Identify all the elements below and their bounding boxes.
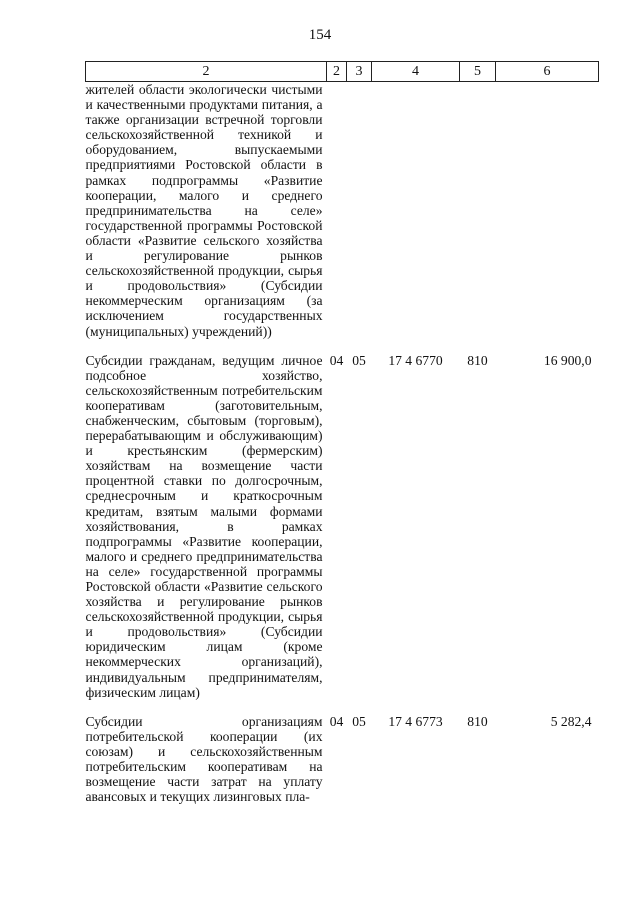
row-description: жителей области экологически чистыми и качественными продуктами питания, а также организации встречной торговли сельскохозяйственной техникой и оборудованием, выпускаемыми предприятиями Ростовской области в рамках подпрограммы «Развитие кооперации, малого и среднего предпринимательства на селе» государственной программы Ростовской области «Развитие сельского хозяйства и регулирование рынков сельскохозяйственной продукции, сырья и продовольствия» (Субсидии некоммерческим организациям (за исключением государственных (муниципальных) учреждений)) — [85, 82, 323, 339]
row-section: 04 — [329, 352, 344, 368]
row-subsection: 05 — [352, 713, 366, 729]
row-subsection — [347, 82, 372, 339]
row-section: 04 — [329, 713, 344, 729]
header-col-5: 5 — [460, 62, 496, 82]
page-number: 154 — [308, 27, 332, 43]
row-section — [327, 82, 347, 339]
row-expense-type — [460, 82, 496, 339]
row-target-code: 17 4 6773 — [388, 713, 443, 729]
row-expense-type: 810 — [467, 352, 488, 368]
row-subsection: 05 — [352, 352, 366, 368]
row-target-code — [372, 82, 460, 339]
row-amount — [496, 82, 599, 339]
table-row — [86, 82, 599, 339]
row-description: Субсидии гражданам, ведущим личное подсобное хозяйство, сельскохозяйственным потребительским кооперативам (заготовительным, снабженческим, сбытовым (торговым), перерабатывающим и обслуживающим) и крестьянским (фермерским) хозяйствам на возмещение части процентной ставки по долгосрочным, среднесрочным и краткосрочным кредитам, взятым малыми формами хозяйствования, в рамках подпрограммы «Развитие кооперации, малого и среднего предпринимательства на селе» государственной программы Ростовской области «Развитие сельского хозяйства и регулирование рынков сельскохозяйственной продукции, сырья и продовольствия» (Субсидии юридическим лицам (кроме некоммерческих организаций), индивидуальным предпринимателям, физическим лицам) — [85, 352, 323, 700]
row-description: Субсидии организациям потребительской кооперации (их союзам) и сельскохозяйственным потребительским кооперативам на возмещение части затрат на уплату авансовых и текущих лизинговых пла- — [85, 713, 323, 805]
row-target-code: 17 4 6770 — [388, 352, 443, 368]
header-col-3: 3 — [347, 62, 372, 82]
table-row — [86, 700, 599, 805]
header-col-2b: 2 — [327, 62, 347, 82]
header-col-2: 2 — [86, 62, 327, 82]
row-expense-type: 810 — [467, 713, 488, 729]
header-row — [86, 62, 599, 82]
header-col-4: 4 — [372, 62, 460, 82]
header-col-6: 6 — [496, 62, 599, 82]
table-row — [86, 339, 599, 700]
row-amount: 5 282,4 — [550, 713, 592, 729]
budget-table — [85, 61, 599, 804]
row-amount: 16 900,0 — [543, 352, 592, 368]
